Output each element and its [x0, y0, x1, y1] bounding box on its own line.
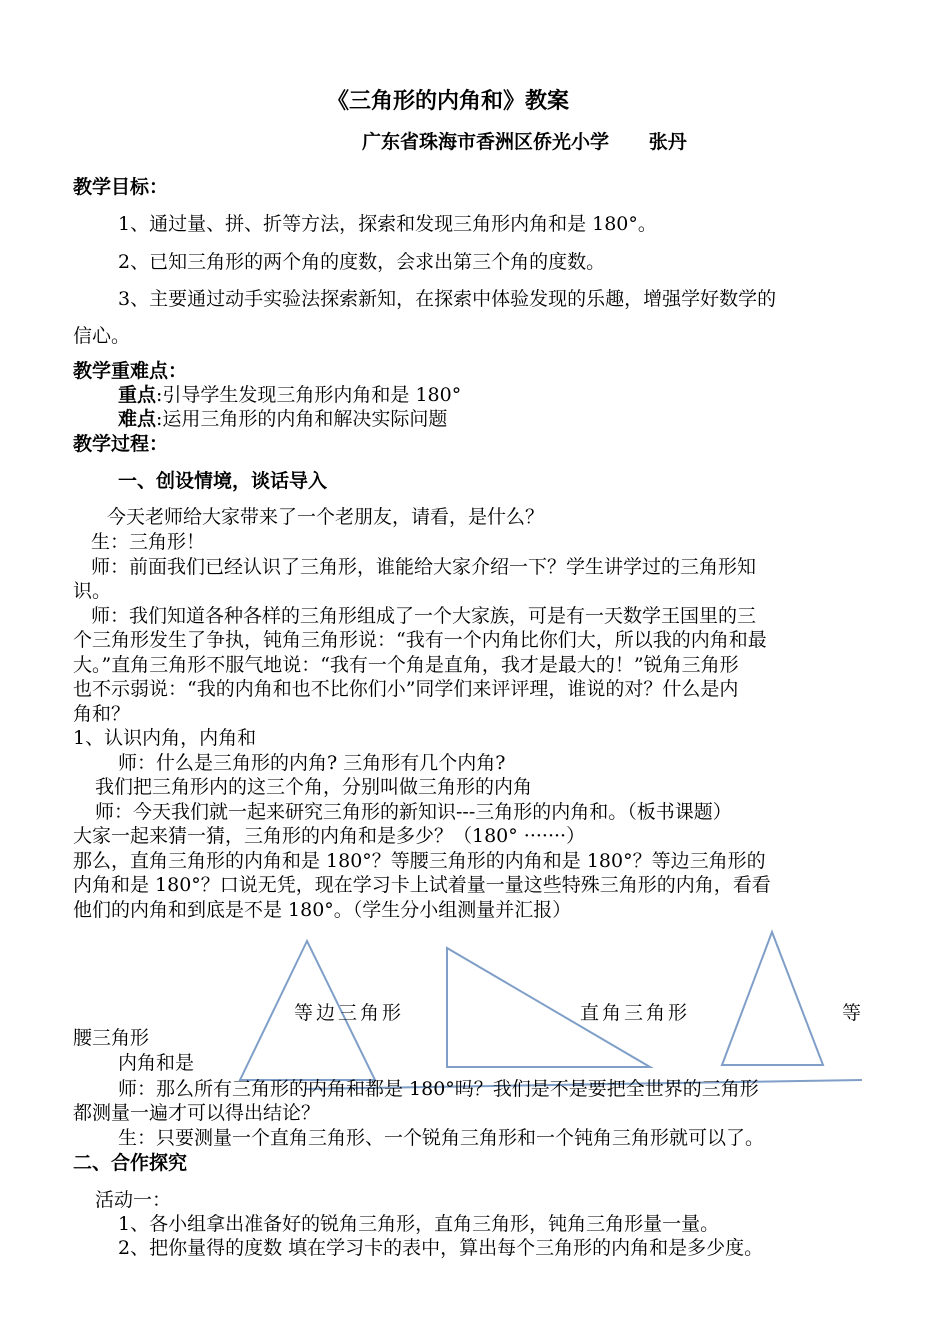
text-line: 大家一起来猜一猜，三角形的内角和是多少？（180° ·······） — [73, 825, 586, 847]
goal-3-cont: 信心。 — [73, 325, 131, 347]
text-line: 我们把三角形内的这三个角，分别叫做三角形的内角 — [95, 776, 533, 798]
step-1: 1、各小组拿出准备好的锐角三角形，直角三角形，钝角三角形量一量。 — [118, 1213, 720, 1235]
key-heading: 教学重难点： — [73, 360, 188, 382]
text-line: 内角和是 180°？口说无凭，现在学习卡上试着量一量这些特殊三角形的内角，看看 — [73, 874, 771, 896]
goals-heading: 教学目标： — [73, 176, 169, 198]
isosceles-label-part1: 等 — [842, 1002, 862, 1024]
doc-author: 广东省珠海市香洲区侨光小学 张丹 — [362, 131, 687, 153]
goal-1: 1、通过量、拼、折等方法，探索和发现三角形内角和是 180°。 — [118, 213, 657, 235]
goal-3: 3、主要通过动手实验法探索新知，在探索中体验发现的乐趣，增强学好数学的 — [118, 288, 777, 310]
text-line: 师：前面我们已经认识了三角形，谁能给大家介绍一下？学生讲学过的三角形知 — [91, 556, 757, 578]
text-line: 师：那么所有三角形的内角和都是 180°吗？我们是不是要把全世界的三角形 — [118, 1078, 759, 1100]
hard-point — [118, 407, 447, 431]
text-line: 角和？ — [73, 703, 131, 725]
text-line: 大。”直角三角形不服气地说：“我有一个角是直角，我才是最大的！”锐角三角形 — [73, 654, 739, 676]
text-line: 生：三角形！ — [91, 531, 206, 553]
text-line: 个三角形发生了争执，钝角三角形说：“我有一个内角比你们大，所以我的内角和最 — [73, 629, 767, 651]
text-line: 都测量一遍才可以得出结论？ — [73, 1102, 321, 1124]
right-triangle-label: 直角三角形 — [580, 1002, 691, 1024]
text-line: 师：我们知道各种各样的三角形组成了一个大家族，可是有一天数学王国里的三 — [91, 605, 757, 627]
process-heading: 教学过程： — [73, 433, 169, 455]
text-line: 识。 — [73, 580, 112, 602]
text-line: 那么，直角三角形的内角和是 180°？等腰三角形的内角和是 180°？等边三角形的 — [73, 850, 766, 872]
doc-title: 《三角形的内角和》教案 — [327, 89, 570, 114]
hard-label: 难点 — [118, 408, 157, 430]
text-line: 师：今天我们就一起来研究三角形的新知识---三角形的内角和。（板书课题） — [95, 801, 732, 823]
activity-label: 活动一： — [95, 1189, 172, 1211]
isosceles-label-part2: 腰三角形 — [73, 1027, 150, 1049]
goal-2: 2、已知三角形的两个角的度数，会求出第三个角的度数。 — [118, 251, 606, 273]
text-line: 今天老师给大家带来了一个老朋友，请看，是什么？ — [107, 506, 545, 528]
text-line: 生：只要测量一个直角三角形、一个锐角三角形和一个钝角三角形就可以了。 — [118, 1127, 765, 1149]
text-line: 师：什么是三角形的内角? 三角形有几个内角? — [118, 752, 506, 774]
key-point — [118, 383, 461, 407]
key-label: 重点 — [118, 384, 157, 406]
text-line: 1、认识内角，内角和 — [73, 727, 257, 749]
isosceles-triangle — [722, 932, 823, 1065]
text-line: 也不示弱说：“我的内角和也不比你们小”同学们来评评理，谁说的对？什么是内 — [73, 678, 739, 700]
key-text: :引导学生发现三角形内角和是 180° — [156, 384, 462, 406]
step-2: 2、把你量得的度数 填在学习卡的表中，算出每个三角形的内角和是多少度。 — [118, 1237, 764, 1259]
equilateral-label: 等边三角形 — [294, 1002, 405, 1024]
section-1-heading: 一、创设情境，谈话导入 — [118, 470, 328, 492]
hard-text: :运用三角形的内角和解决实际问题 — [156, 408, 448, 430]
text-line: 他们的内角和到底是不是 180°。（学生分小组测量并汇报） — [73, 899, 572, 921]
section-2-heading: 二、合作探究 — [73, 1152, 188, 1174]
angle-sum-label: 内角和是 — [118, 1052, 195, 1074]
